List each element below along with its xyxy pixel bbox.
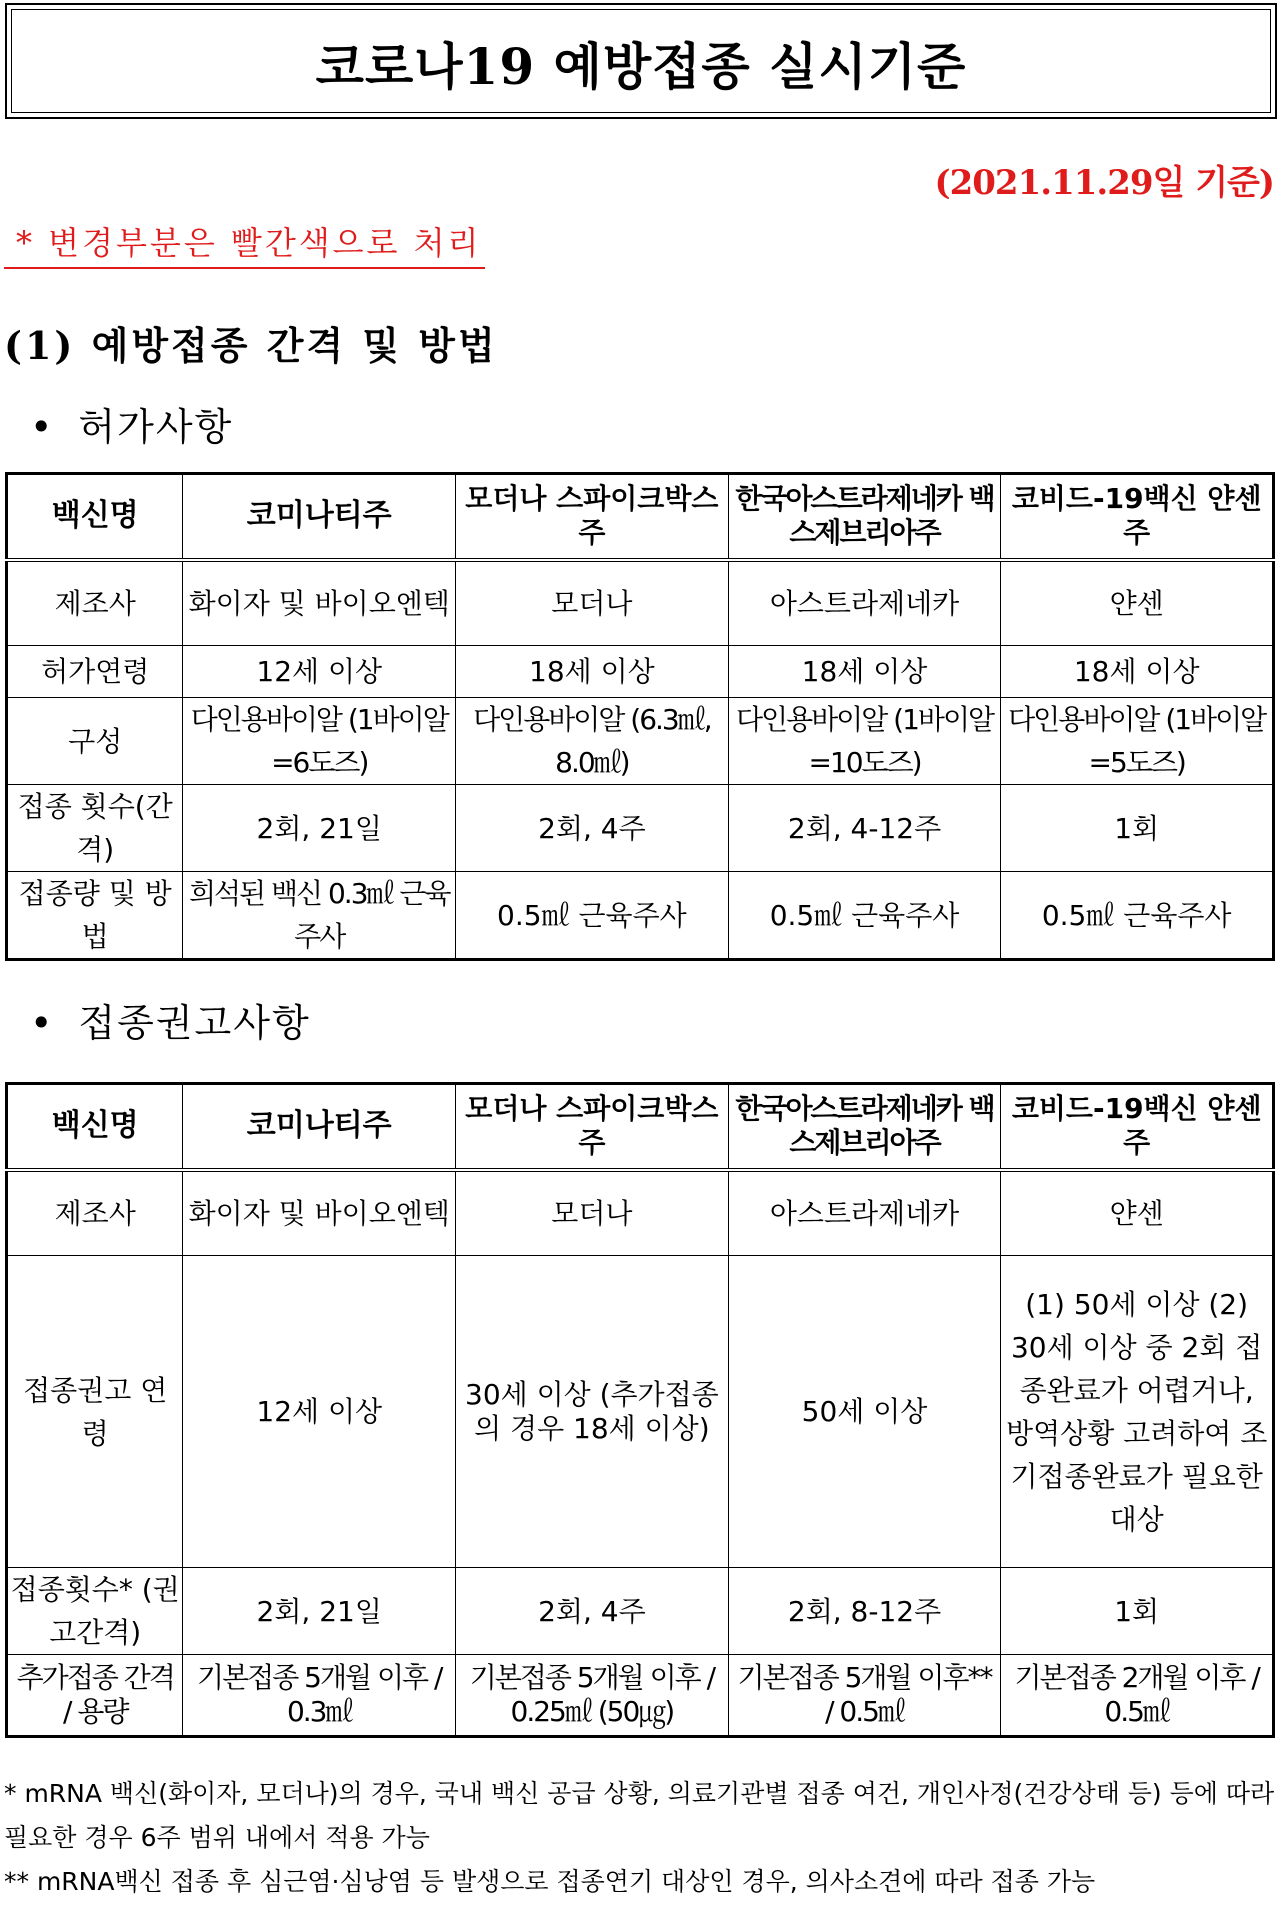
table-cell: 추가접종 간격 / 용량 [7, 1655, 183, 1737]
table-cell: 18세 이상 [728, 646, 1001, 698]
table-row [7, 1256, 1274, 1568]
table-cell: 1회 [1001, 785, 1274, 872]
title-box [5, 3, 1277, 119]
table-cell: 모더나 [456, 1170, 729, 1256]
table-cell: 다인용바이알 (1바이알=5도즈) [1001, 698, 1274, 785]
table-cell: 기본접종 2개월 이후 / 0.5㎖ [1001, 1655, 1274, 1737]
table-cell: 화이자 및 바이오엔텍 [183, 560, 456, 646]
table-row [7, 872, 1274, 960]
table-row [7, 1084, 1274, 1170]
table-cell: 구성 [7, 698, 183, 785]
table-cell: 0.5㎖ 근육주사 [1001, 872, 1274, 960]
approval-heading-text: 허가사항 [78, 405, 234, 449]
table-cell: 30세 이상 (추가접종의 경우 18세 이상) [456, 1256, 729, 1568]
table-cell: 2회, 21일 [183, 1568, 456, 1655]
approval-table [5, 472, 1275, 961]
table-cell: 모더나 스파이크박스주 [456, 1084, 729, 1170]
table-cell: 화이자 및 바이오엔텍 [183, 1170, 456, 1256]
table-cell: 한국아스트라제네카 백스제브리아주 [728, 1084, 1001, 1170]
table-cell: 접종횟수* (권고간격) [7, 1568, 183, 1655]
change-note: * 변경부분은 빨간색으로 처리 [4, 218, 485, 269]
table-cell: 2회, 8-12주 [728, 1568, 1001, 1655]
table-cell: 0.5㎖ 근육주사 [456, 872, 729, 960]
table-cell: 모더나 스파이크박스주 [456, 474, 729, 560]
table-row [7, 698, 1274, 785]
table-cell: 한국아스트라제네카 백스제브리아주 [728, 474, 1001, 560]
table-cell: 2회, 21일 [183, 785, 456, 872]
table-cell: 18세 이상 [1001, 646, 1274, 698]
table-cell: 백신명 [7, 1084, 183, 1170]
recommendation-subheading [30, 992, 311, 1047]
table-cell: 코비드-19백신 얀센주 [1001, 474, 1274, 560]
table-cell: 다인용바이알 (6.3㎖, 8.0㎖) [456, 698, 729, 785]
section-heading: (1) 예방접종 간격 및 방법 [4, 323, 498, 368]
table-cell: 모더나 [456, 560, 729, 646]
table-row [7, 1568, 1274, 1655]
table-cell: 접종 횟수(간격) [7, 785, 183, 872]
table-cell: 0.5㎖ 근육주사 [728, 872, 1001, 960]
table-cell: 2회, 4주 [456, 785, 729, 872]
table-cell: 희석된 백신 0.3㎖ 근육주사 [183, 872, 456, 960]
recommendation-table [5, 1082, 1275, 1738]
table-row [7, 646, 1274, 698]
page-title: 코로나19 예방접종 실시기준 [315, 37, 967, 96]
table-cell: 다인용바이알 (1바이알=6도즈) [183, 698, 456, 785]
table-cell: 얀센 [1001, 560, 1274, 646]
bullet-icon: • [30, 1001, 55, 1045]
footnote-1: * mRNA 백신(화이자, 모더나)의 경우, 국내 백신 공급 상황, 의료기관별 접종 여건, 개인사정(건강상태 등) 등에 따라 필요한 경우 6주 범위 내에서 적용 가능 [4, 1779, 1275, 1852]
table-cell: 다인용바이알 (1바이알=10도즈) [728, 698, 1001, 785]
table-row [7, 1655, 1274, 1737]
table-cell: 얀센 [1001, 1170, 1274, 1256]
table-cell: 코비드-19백신 얀센주 [1001, 1084, 1274, 1170]
table-cell: 12세 이상 [183, 1256, 456, 1568]
table-cell: 12세 이상 [183, 646, 456, 698]
approval-subheading [30, 396, 233, 451]
table-cell: 2회, 4-12주 [728, 785, 1001, 872]
footnote-2: ** mRNA백신 접종 후 심근염·심낭염 등 발생으로 접종연기 대상인 경우, 의사소견에 따라 접종 가능 [4, 1867, 1096, 1896]
table-cell: 2회, 4주 [456, 1568, 729, 1655]
table-cell: 18세 이상 [456, 646, 729, 698]
table-cell: 접종권고 연령 [7, 1256, 183, 1568]
recommendation-heading-text: 접종권고사항 [78, 1001, 311, 1045]
table-cell: 백신명 [7, 474, 183, 560]
table-cell: (1) 50세 이상 (2) 30세 이상 중 2회 접종완료가 어렵거나, 방역상황 고려하여 조기접종완료가 필요한 대상 [1001, 1256, 1274, 1568]
table-cell: 기본접종 5개월 이후 / 0.3㎖ [183, 1655, 456, 1737]
bullet-icon: • [30, 405, 55, 449]
table-row [7, 474, 1274, 560]
table-cell: 코미나티주 [183, 474, 456, 560]
table-cell: 아스트라제네카 [728, 560, 1001, 646]
table-cell: 허가연령 [7, 646, 183, 698]
table-cell: 기본접종 5개월 이후 / 0.25㎖ (50㎍) [456, 1655, 729, 1737]
table-cell: 1회 [1001, 1568, 1274, 1655]
table-row [7, 560, 1274, 646]
table-cell: 아스트라제네카 [728, 1170, 1001, 1256]
table-row [7, 1170, 1274, 1256]
table-cell: 제조사 [7, 560, 183, 646]
table-cell: 기본접종 5개월 이후** / 0.5㎖ [728, 1655, 1001, 1737]
table-cell: 50세 이상 [728, 1256, 1001, 1568]
table-cell: 접종량 및 방법 [7, 872, 183, 960]
table-cell: 코미나티주 [183, 1084, 456, 1170]
table-cell: 제조사 [7, 1170, 183, 1256]
table-row [7, 785, 1274, 872]
reference-date: (2021.11.29일 기준) [934, 163, 1274, 203]
